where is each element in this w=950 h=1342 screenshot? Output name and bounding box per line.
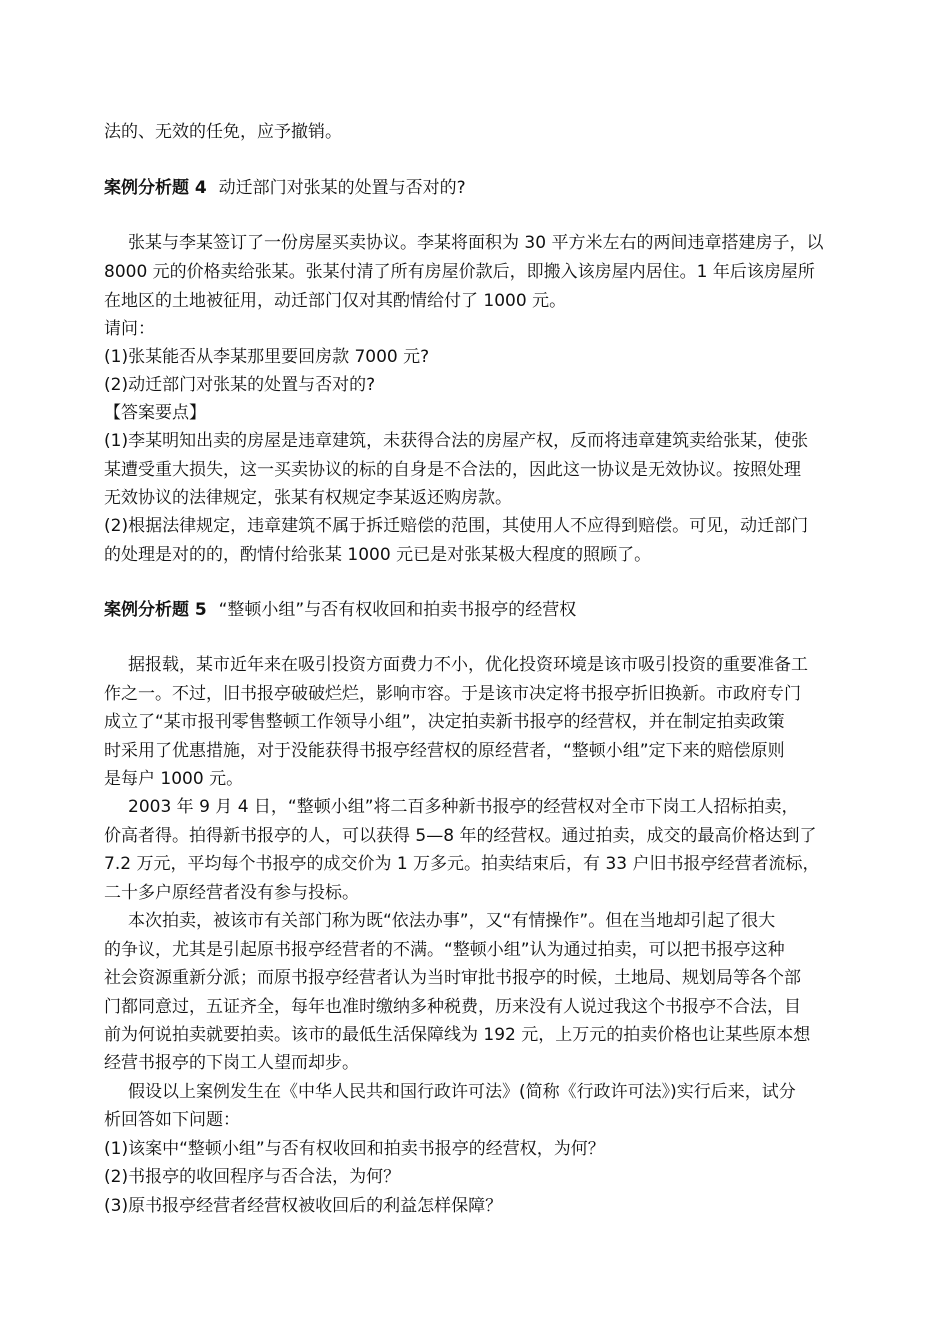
case4-para-line: 在地区的土地被征用，动迁部门仅对其酌情给付了 1000 元。	[104, 291, 567, 311]
case5-para-line: 前为何说拍卖就要拍卖。该市的最低生活保障线为 192 元，上万元的拍卖价格也让某些原本想	[104, 1025, 811, 1045]
case5-para-line: 时采用了优惠措施，对于没能获得书报亭经营权的原经营者，“整顿小组”定下来的赔偿原则	[104, 741, 785, 761]
case5-para-line: 的争议，尤其是引起原书报亭经营者的不满。“整顿小组”认为通过拍卖，可以把书报亭这种	[104, 940, 785, 960]
case4-ask: 请问：	[104, 319, 155, 339]
case5-para-line: 7.2 万元，平均每个书报亭的成交价为 1 万多元。拍卖结束后，有 33 户旧书报亭经营者流标，	[104, 854, 820, 874]
paragraph-line: 法的、无效的任免，应予撤销。	[104, 122, 342, 142]
case5-question: (2)书报亭的收回程序与否合法，为何？	[104, 1167, 401, 1187]
case5-question: (1)该案中“整顿小组”与否有权收回和拍卖书报亭的经营权，为何？	[104, 1139, 605, 1159]
case4-heading-label: 案例分析题 4	[104, 178, 207, 198]
case5-para-line: 门都同意过，五证齐全，每年也准时缴纳多种税费，历来没有人说过我这个书报亭不合法，目	[104, 997, 801, 1017]
case4-para-line: 张某与李某签订了一份房屋买卖协议。李某将面积为 30 平方米左右的两间违章搭建房子，以	[128, 233, 824, 253]
case5-para-line: 据报载，某市近年来在吸引投资方面费力不小，优化投资环境是该市吸引投资的重要准备工	[128, 655, 808, 675]
case5-para-line: 经营书报亭的下岗工人望而却步。	[104, 1053, 359, 1073]
case5-heading-text: “整顿小组”与否有权收回和拍卖书报亭的经营权	[218, 600, 577, 620]
case4-question-1: (1)张某能否从李某那里要回房款 7000 元?	[104, 347, 430, 367]
case5-para-line: 析回答如下问题：	[104, 1110, 240, 1130]
case4-para-line: 8000 元的价格卖给张某。张某付清了所有房屋价款后，即搬入该房屋内居住。1 年后该房屋所	[104, 262, 815, 282]
case5-heading	[104, 596, 576, 624]
case4-answer-line: 某遭受重大损失，这一买卖协议的标的自身是不合法的，因此这一协议是无效协议。按照处理	[104, 460, 801, 480]
case5-para-line: 二十多户原经营者没有参与投标。	[104, 883, 359, 903]
case5-para-line: 本次拍卖，被该市有关部门称为既“依法办事”，又“有情操作”。但在当地却引起了很大	[128, 911, 776, 931]
case4-answer-line: (1)李某明知出卖的房屋是违章建筑，未获得合法的房屋产权，反而将违章建筑卖给张某，使张	[104, 431, 809, 451]
case4-heading-text: 动迁部门对张某的处置与否对的?	[218, 178, 466, 198]
case4-answer-header: 【答案要点】	[104, 403, 206, 423]
case4-answer-line: (2)根据法律规定，违章建筑不属于拆迁赔偿的范围，其使用人不应得到赔偿。可见，动迁部门	[104, 516, 809, 536]
case5-para-line: 成立了“某市报刊零售整顿工作领导小组”，决定拍卖新书报亭的经营权，并在制定拍卖政策	[104, 712, 785, 732]
case4-answer-line: 无效协议的法律规定，张某有权规定李某返还购房款。	[104, 488, 512, 508]
case4-heading	[104, 174, 466, 202]
case4-question-2: (2)动迁部门对张某的处置与否对的?	[104, 375, 376, 395]
case5-para-line: 作之一。不过，旧书报亭破破烂烂，影响市容。于是该市决定将书报亭折旧换新。市政府专门	[104, 684, 801, 704]
case5-para-line: 是每户 1000 元。	[104, 769, 244, 789]
case5-question: (3)原书报亭经营者经营权被收回后的利益怎样保障？	[104, 1196, 503, 1216]
case5-para-line: 价高者得。拍得新书报亭的人，可以获得 5—8 年的经营权。通过拍卖，成交的最高价格达到了	[104, 826, 817, 846]
case5-para-line: 社会资源重新分派；而原书报亭经营者认为当时审批书报亭的时候，土地局、规划局等各个部	[104, 968, 801, 988]
case4-answer-line: 的处理是对的的，酌情付给张某 1000 元已是对张某极大程度的照顾了。	[104, 545, 652, 565]
case5-para-line: 2003 年 9 月 4 日，“整顿小组”将二百多种新书报亭的经营权对全市下岗工人招标拍卖，	[128, 797, 799, 817]
case5-para-line: 假设以上案例发生在《中华人民共和国行政许可法》(简称《行政许可法》)实行后来，试分	[128, 1082, 796, 1102]
case5-heading-label: 案例分析题 5	[104, 600, 207, 620]
